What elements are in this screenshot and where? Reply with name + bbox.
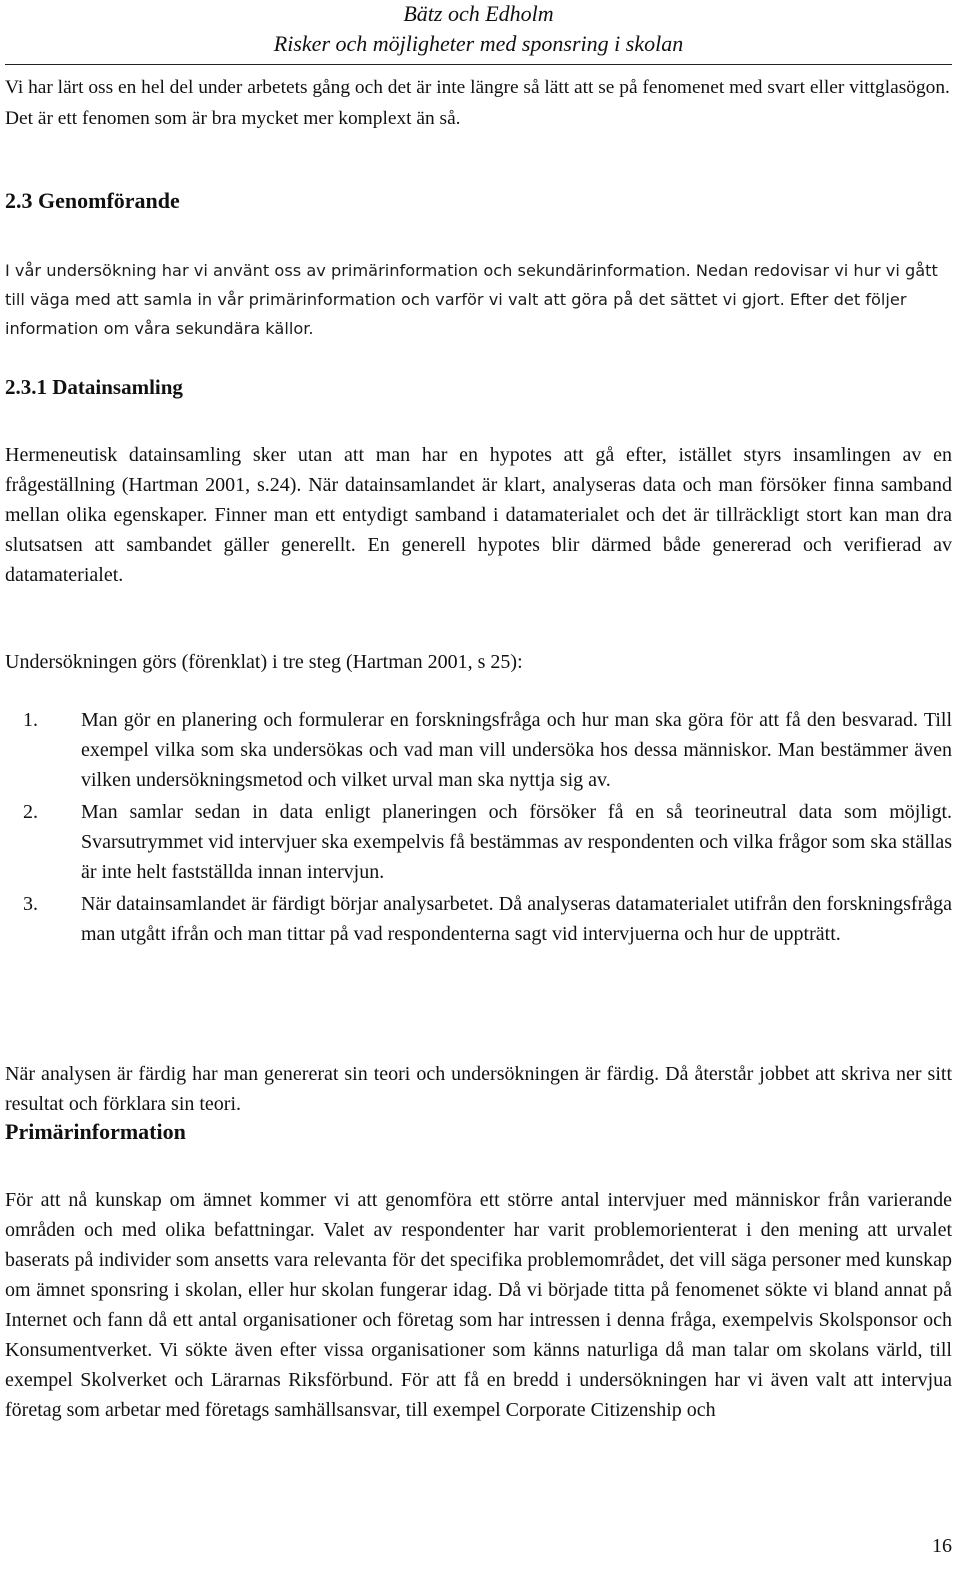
list-item-number: 1. [23, 709, 38, 731]
page-number: 16 [932, 1535, 952, 1557]
list-item-text: När datainsamlandet är färdigt börjar analysarbetet. Då analyseras datamaterialet utifrån den forskningsfråga man utgått ifrån och man tittar på vad respondenterna sagt vid intervjuerna och hur de uppträtt. [81, 893, 952, 945]
list-item [5, 889, 952, 949]
section-heading-datainsamling: 2.3.1 Datainsamling [5, 375, 183, 399]
datainsamling-paragraph: Hermeneutisk datainsamling sker utan att man har en hypotes att gå efter, istället styrs insamlingen av en frågeställning (Hartman 2001, s.24). När datainsamlandet är klart, analyseras data och man försöker finna samband mellan olika egenskaper. Finner man ett entydigt samband i datamaterialet och det är tillräckligt stort kan man dra slutsatsen att sambandet gäller generellt. En generell hypotes blir därmed både genererad och verifierad av datamaterialet. [5, 444, 952, 586]
steps-list [5, 705, 952, 951]
list-item-text: Man gör en planering och formulerar en forskningsfråga och hur man ska göra för att få den besvarad. Till exempel vilka som ska undersökas och vad man vill undersöka hos dessa människor. Man bestämmer även vilken undersökningsmetod och vilket urval man ska nyttja sig av. [81, 709, 952, 791]
genomforande-paragraph: I vår undersökning har vi använt oss av primärinformation och sekundärinformation. Nedan redovisar vi hur vi gått till väga med att samla in vår primärinformation och varför vi valt att göra på det sättet vi gjort. Efter det följer information om våra sekundära källor. [5, 261, 938, 338]
list-item [5, 797, 952, 887]
primarinformation-paragraph: För att nå kunskap om ämnet kommer vi att genomföra ett större antal intervjuer med människor från varierande områden och med olika befattningar. Valet av respondenter har varit problemorienterat i den mening att urvalet baserats på individer som ansetts vara relevanta för det specifika problemområdet, det vill säga personer med kunskap om ämnet sponsring i skolan, eller hur skolan fungerar idag. Då vi började titta på fenomenet sökte vi bland annat på Internet och fann då ett antal organisationer och företag som har intressen i denna fråga, exempelvis Skolsponsor och Konsumentverket. Vi sökte även efter vissa organisationer som känns naturliga då man talar om skolans värld, till exempel Skolverket och Lärarnas Riksförbund. För att få en bredd i undersökningen har vi även valt att intervjua företag som arbetar med företags samhällsansvar, till exempel Corporate Citizenship och [5, 1189, 952, 1421]
section-heading-genomforande: 2.3 Genomförande [5, 188, 180, 213]
running-header-title: Risker och möjligheter med sponsring i skolan [273, 31, 684, 56]
list-item [5, 705, 952, 795]
closing-paragraph: När analysen är färdig har man genererat sin teori och undersökningen är färdig. Då återstår jobbet att skriva ner sitt resultat och förklara sin teori. [5, 1063, 952, 1115]
running-header-authors: Bätz och Edholm [403, 1, 554, 26]
list-item-text: Man samlar sedan in data enligt planeringen och försöker få en så teorineutral data som möjligt. Svarsutrymmet vid intervjuer ska exempelvis få bestämmas av respondenten och vilka frågor som ska ställas är inte helt fastställda innan intervjun. [81, 801, 952, 883]
document-page [5, 0, 952, 1584]
section-heading-primarinformation: Primärinformation [5, 1119, 186, 1144]
intro-paragraph: Vi har lärt oss en hel del under arbetets gång och det är inte längre så lätt att se på fenomenet med svart eller vittglasögon. Det är ett fenomen som är bra mycket mer komplext än så. [5, 77, 950, 129]
list-item-number: 3. [23, 893, 38, 915]
header-divider [5, 64, 952, 65]
steps-intro: Undersökningen görs (förenklat) i tre steg (Hartman 2001, s 25): [5, 651, 523, 673]
list-item-number: 2. [23, 801, 38, 823]
